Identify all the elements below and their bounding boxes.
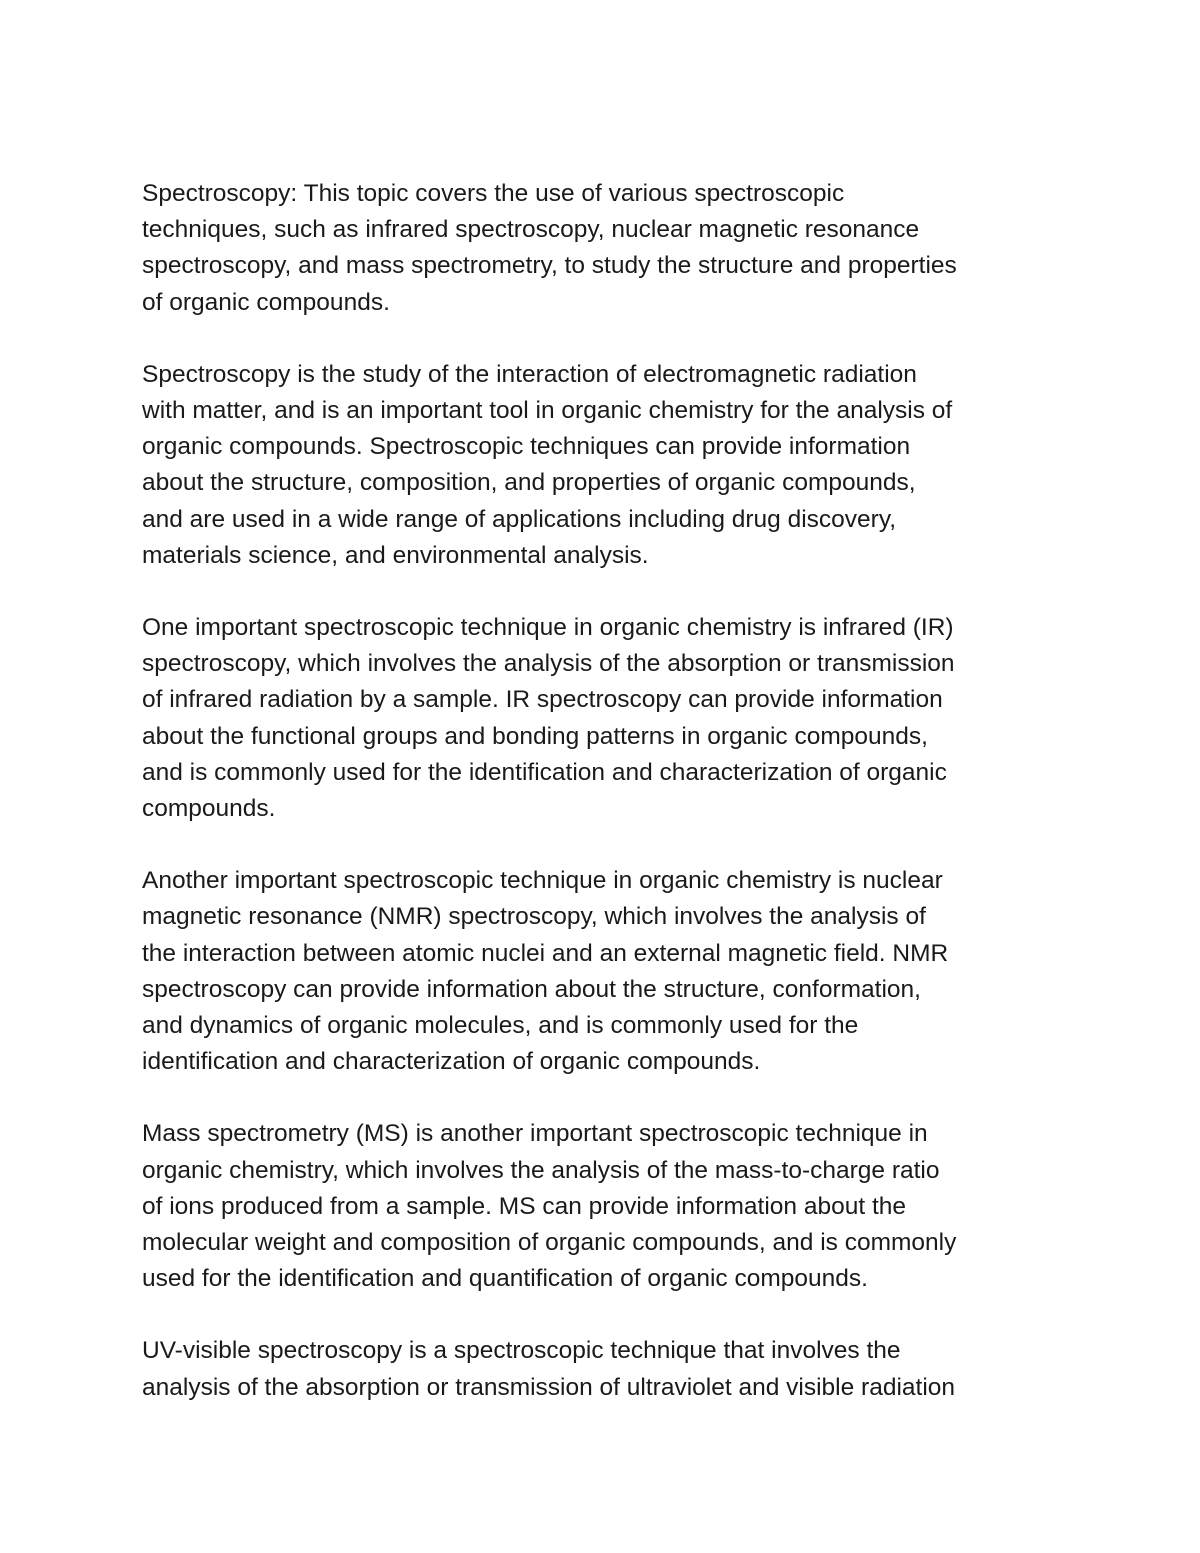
text-line: Mass spectrometry (MS) is another important spectroscopic technique in: [142, 1120, 928, 1148]
text-line: organic chemistry, which involves the analysis of the mass-to-charge ratio: [142, 1156, 940, 1184]
text-line: materials science, and environmental analysis.: [142, 541, 649, 569]
paragraph-ir-spectroscopy: [142, 610, 1072, 827]
text-line: UV-visible spectroscopy is a spectroscopic technique that involves the: [142, 1337, 901, 1365]
text-line: Spectroscopy: This topic covers the use of various spectroscopic: [142, 180, 845, 207]
text-line: of organic compounds.: [142, 288, 390, 316]
text-line: identification and characterization of organic compounds.: [142, 1048, 761, 1076]
text-line: of infrared radiation by a sample. IR spectroscopy can provide information: [142, 686, 943, 714]
text-line: molecular weight and composition of organic compounds, and is commonly: [142, 1229, 957, 1257]
text-line: used for the identification and quantification of organic compounds.: [142, 1265, 868, 1293]
text-line: Spectroscopy is the study of the interaction of electromagnetic radiation: [142, 360, 917, 388]
text-line: and is commonly used for the identification and characterization of organic: [142, 758, 947, 786]
paragraph-mass-spectrometry: [142, 1116, 1072, 1297]
paragraph-spectroscopy-topic: [142, 176, 1072, 321]
text-line: analysis of the absorption or transmission of ultraviolet and visible radiation: [142, 1373, 956, 1401]
paragraph-uv-visible-spectroscopy: [142, 1333, 1072, 1405]
paragraph-nmr-spectroscopy: [142, 863, 1072, 1080]
text-line: and are used in a wide range of applications including drug discovery,: [142, 505, 897, 533]
text-line: about the functional groups and bonding patterns in organic compounds,: [142, 722, 928, 750]
text-line: compounds.: [142, 795, 276, 823]
paragraph-spectroscopy-definition: [142, 357, 1072, 574]
document-body: [142, 176, 1072, 1442]
text-line: techniques, such as infrared spectroscopy, nuclear magnetic resonance: [142, 216, 920, 244]
text-line: Another important spectroscopic technique in organic chemistry is nuclear: [142, 867, 943, 895]
text-line: organic compounds. Spectroscopic techniques can provide information: [142, 433, 911, 461]
text-line: One important spectroscopic technique in organic chemistry is infrared (IR): [142, 614, 954, 642]
text-line: spectroscopy can provide information about the structure, conformation,: [142, 975, 921, 1003]
text-line: spectroscopy, and mass spectrometry, to study the structure and properties: [142, 252, 957, 280]
text-line: with matter, and is an important tool in organic chemistry for the analysis of: [142, 397, 953, 425]
text-line: and dynamics of organic molecules, and is commonly used for the: [142, 1012, 859, 1040]
text-line: about the structure, composition, and properties of organic compounds,: [142, 469, 916, 497]
text-line: magnetic resonance (NMR) spectroscopy, which involves the analysis of: [142, 903, 926, 931]
text-line: spectroscopy, which involves the analysis of the absorption or transmission: [142, 650, 955, 678]
text-line: the interaction between atomic nuclei and an external magnetic field. NMR: [142, 939, 949, 967]
text-line: of ions produced from a sample. MS can provide information about the: [142, 1192, 906, 1220]
